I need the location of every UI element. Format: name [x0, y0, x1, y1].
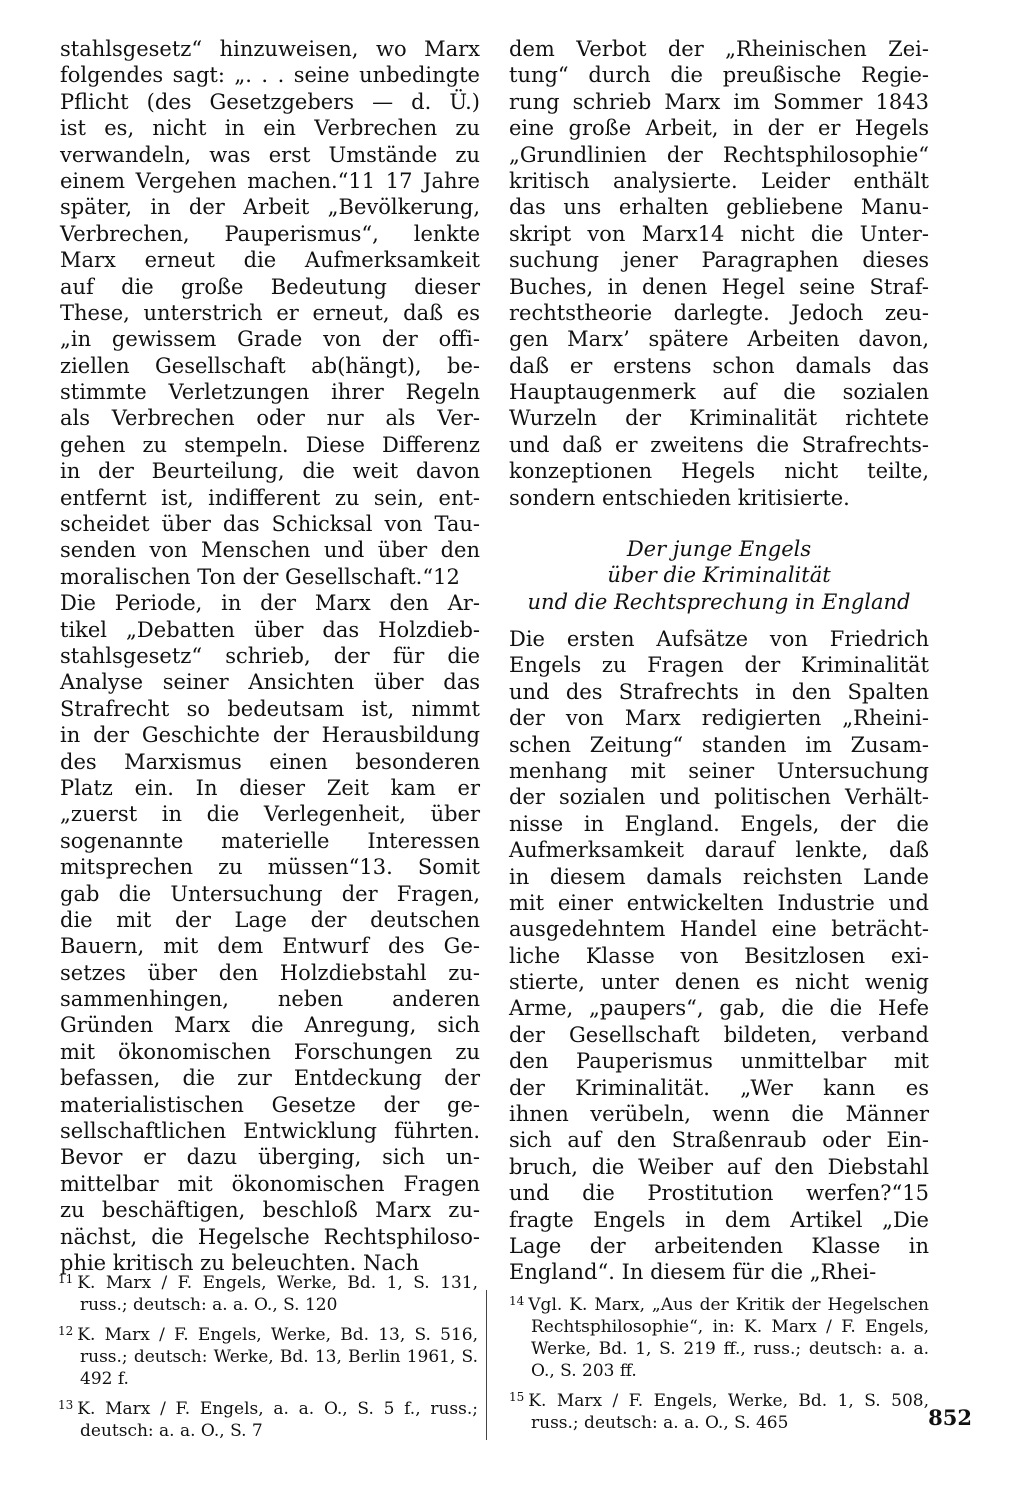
text-line: der Kriminalität. „Wer kann es	[509, 1075, 929, 1100]
footnote	[58, 1320, 478, 1390]
text-line: Arme, „paupers“, gab, die die Hefe	[509, 996, 929, 1021]
text-line: senden von Menschen und über den	[60, 538, 480, 563]
text-line: mittelbar mit ökonomischen Fragen	[60, 1171, 480, 1196]
text-line: nisse in England. Engels, der die	[509, 811, 929, 836]
footnotes-left	[58, 1268, 478, 1446]
text-line: des Marxismus einen besonderen	[60, 749, 480, 774]
text-line: tikel „Debatten über das Holzdieb-	[60, 617, 480, 642]
heading-line: und die Rechtsprechung in England	[527, 589, 911, 614]
text-line: in diesem damals reichsten Lande	[509, 864, 929, 889]
text-line: sondern entschieden kritisierte.	[509, 485, 850, 510]
text-line: skript von Marx14 nicht die Unter-	[509, 221, 929, 246]
text-line: stahlsgesetz“ schrieb, der für die	[60, 643, 480, 668]
text-line: stierte, unter denen es nicht wenig	[509, 970, 929, 995]
text-line: sogenannte materielle Interessen	[60, 828, 480, 853]
text-line: ist es, nicht in ein Verbrechen zu	[60, 116, 480, 141]
footnote-divider	[486, 1290, 487, 1440]
text-line: mitsprechen zu müssen“13. Somit	[60, 855, 480, 880]
footnote	[58, 1268, 478, 1316]
text-line: konzeptionen Hegels nicht teilte,	[509, 459, 929, 484]
text-line: verwandeln, was erst Umstände zu	[60, 142, 480, 167]
text-line: der Gesellschaft bildeten, verband	[509, 1022, 929, 1047]
text-line: Engels zu Fragen der Kriminalität	[509, 653, 929, 678]
text-line: menhang mit seiner Untersuchung	[509, 758, 929, 783]
text-line: Bauern, mit dem Entwurf des Ge-	[60, 934, 480, 959]
text-line: in der Beurteilung, die weit davon	[60, 459, 480, 484]
text-line: setzes über den Holzdiebstahl zu-	[60, 960, 480, 985]
text-line: befassen, die zur Entdeckung der	[60, 1066, 480, 1091]
section-heading	[509, 536, 929, 615]
text-line: und daß er zweitens die Strafrechts-	[509, 432, 929, 457]
text-line: auf die große Bedeutung dieser	[60, 274, 480, 299]
text-line: Die ersten Aufsätze von Friedrich	[509, 627, 929, 651]
footnote-text: K. Marx / F. Engels, Werke, Bd. 13, S. 516, russ.; deutsch: Werke, Bd. 13, Berlin 1961, S. 492 f.	[77, 1325, 478, 1389]
text-line: der sozialen und politischen Verhält-	[509, 785, 929, 810]
text-line: Gründen Marx die Anregung, sich	[60, 1013, 480, 1038]
text-line: sammenhingen, neben anderen	[60, 987, 480, 1012]
heading-line: über die Kriminalität	[607, 563, 831, 588]
right-column-top	[509, 36, 929, 511]
text-line: Marx erneut die Aufmerksamkeit	[60, 248, 480, 273]
text-line: Wurzeln der Kriminalität richtete	[509, 406, 929, 431]
footnote-number: 11	[58, 1272, 74, 1286]
text-line: später, in der Arbeit „Bevölkerung,	[60, 195, 480, 220]
text-line: Die Periode, in der Marx den Ar-	[60, 591, 480, 616]
footnote-text: K. Marx / F. Engels, Werke, Bd. 1, S. 508, russ.; deutsch: a. a. O., S. 465	[528, 1391, 929, 1433]
footnote-number: 12	[58, 1324, 74, 1338]
footnote-number: 13	[58, 1398, 74, 1412]
text-line: Verbrechen, Pauperismus“, lenkte	[60, 221, 480, 246]
footnote-number: 15	[509, 1390, 525, 1404]
text-line: Buches, in denen Hegel seine Straf-	[509, 274, 929, 299]
text-line: scheidet über das Schicksal von Tau-	[60, 512, 480, 537]
text-line: in der Geschichte der Herausbildung	[60, 723, 480, 748]
footnote-number: 14	[509, 1294, 525, 1308]
text-line: einem Vergehen machen.“11 17 Jahre	[60, 168, 480, 193]
text-line: der von Marx redigierten „Rheini-	[509, 706, 929, 731]
text-line: entfernt ist, indifferent zu sein, ent-	[60, 485, 480, 510]
text-line: als Verbrechen oder nur als Ver-	[60, 406, 480, 431]
text-line: moralischen Ton der Gesellschaft.“12	[60, 564, 460, 589]
text-line: ziellen Gesellschaft ab(hängt), be-	[60, 353, 480, 378]
heading-line: Der junge Engels	[626, 537, 812, 561]
text-line: tung“ durch die preußische Regie-	[509, 63, 929, 88]
text-line: liche Klasse von Besitzlosen exi-	[509, 943, 929, 968]
text-line: rechtstheorie darlegte. Jedoch zeu-	[509, 300, 929, 325]
text-line: und des Strafrechts in den Spalten	[509, 679, 929, 704]
text-line: „Grundlinien der Rechtsphilosophie“	[509, 142, 929, 167]
text-line: materialistischen Gesetze der ge-	[60, 1092, 480, 1117]
left-column	[60, 36, 480, 1276]
text-line: Lage der arbeitenden Klasse in	[509, 1233, 929, 1258]
text-line: Analyse seiner Ansichten über das	[60, 670, 480, 695]
text-line: gab die Untersuchung der Fragen,	[60, 881, 480, 906]
text-line: These, unterstrich er erneut, daß es	[60, 300, 480, 325]
text-line: die mit der Lage der deutschen	[60, 907, 480, 932]
text-line: „zuerst in die Verlegenheit, über	[60, 802, 480, 827]
text-line: England“. In diesem für die „Rhei-	[509, 1260, 877, 1285]
footnote-text: Vgl. K. Marx, „Aus der Kritik der Hegelschen Rechtsphilosophie“, in: K. Marx / F. Engels, Werke, Bd. 1, S. 219 ff., russ.; deutsch: a. a. O., S. 203 ff.	[528, 1295, 929, 1381]
text-line: mit einer entwickelten Industrie und	[509, 890, 929, 915]
text-line: dem Verbot der „Rheinischen Zei-	[509, 37, 929, 61]
text-line: Aufmerksamkeit darauf lenkte, daß	[509, 838, 929, 863]
text-line: Platz ein. In dieser Zeit kam er	[60, 775, 480, 800]
right-column-bottom	[509, 626, 929, 1286]
text-line: Strafrecht so bedeutsam ist, nimmt	[60, 696, 480, 721]
footnote	[509, 1290, 929, 1382]
text-line: gehen zu stempeln. Diese Differenz	[60, 432, 480, 457]
text-line: Pflicht (des Gesetzgebers — d. Ü.)	[60, 89, 480, 114]
text-line: eine große Arbeit, in der er Hegels	[509, 116, 929, 141]
page-number: 852	[928, 1405, 972, 1430]
text-line: Bevor er dazu überging, sich un-	[60, 1145, 480, 1170]
text-line: rung schrieb Marx im Sommer 1843	[509, 89, 929, 114]
text-line: sellschaftlichen Entwicklung führten.	[60, 1119, 480, 1144]
text-line: und die Prostitution werfen?“15	[509, 1181, 929, 1206]
text-line: schen Zeitung“ standen im Zusam-	[509, 732, 929, 757]
text-line: sich auf den Straßenraub oder Ein-	[509, 1128, 929, 1153]
footnote-text: K. Marx / F. Engels, a. a. O., S. 5 f., russ.; deutsch: a. a. O., S. 7	[77, 1399, 478, 1441]
text-line: daß er erstens schon damals das	[509, 353, 929, 378]
text-line: phie kritisch zu beleuchten. Nach	[60, 1250, 420, 1275]
text-line: nächst, die Hegelsche Rechtsphiloso-	[60, 1224, 480, 1249]
text-line: ihnen verübeln, wenn die Männer	[509, 1102, 929, 1127]
text-line: den Pauperismus unmittelbar mit	[509, 1049, 929, 1074]
footnote-text: K. Marx / F. Engels, Werke, Bd. 1, S. 131, russ.; deutsch: a. a. O., S. 120	[77, 1273, 478, 1315]
text-line: stimmte Verletzungen ihrer Regeln	[60, 380, 480, 405]
text-line: stahlsgesetz“ hinzuweisen, wo Marx	[60, 37, 480, 61]
text-line: „in gewissem Grade von der offi-	[60, 327, 480, 352]
footnote	[509, 1386, 929, 1434]
text-line: gen Marx’ spätere Arbeiten davon,	[509, 327, 929, 352]
text-line: das uns erhalten gebliebene Manu-	[509, 195, 929, 220]
text-line: suchung jener Paragraphen dieses	[509, 248, 929, 273]
text-line: kritisch analysierte. Leider enthält	[509, 168, 929, 193]
text-line: zu beschäftigen, beschloß Marx zu-	[60, 1198, 480, 1223]
text-line: bruch, die Weiber auf den Diebstahl	[509, 1154, 929, 1179]
footnote	[58, 1394, 478, 1442]
footnotes-right	[509, 1290, 929, 1438]
text-line: fragte Engels in dem Artikel „Die	[509, 1207, 929, 1232]
text-line: ausgedehntem Handel eine beträcht-	[509, 917, 929, 942]
text-line: Hauptaugenmerk auf die sozialen	[509, 380, 929, 405]
text-line: mit ökonomischen Forschungen zu	[60, 1039, 480, 1064]
text-line: folgendes sagt: „. . . seine unbedingte	[60, 63, 480, 88]
